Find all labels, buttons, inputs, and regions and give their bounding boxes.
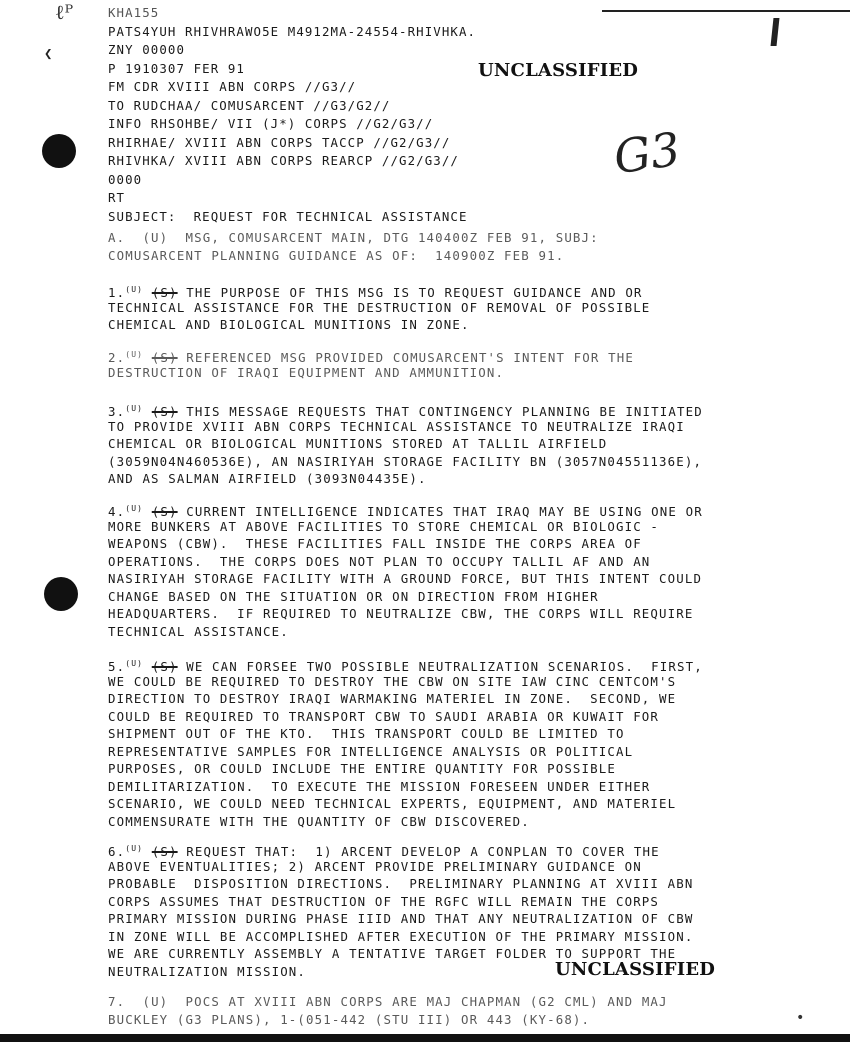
struck-classification: (S) (151, 350, 178, 366)
paragraph-line: ABOVE EVENTUALITIES; 2) ARCENT PROVIDE PRELIMINARY GUIDANCE ON (108, 858, 642, 874)
paragraph-line: AND AS SALMAN AIRFIELD (3093N04435E). (108, 471, 427, 486)
reference-line: COMUSARCENT PLANNING GUIDANCE AS OF: 140900Z FEB 91. (108, 247, 565, 263)
struck-classification: (S) (151, 285, 178, 301)
paragraph-7 (108, 993, 718, 1028)
paragraph-number: 4.$^{(U)}$ (108, 504, 144, 520)
paragraph-line: CORPS ASSUMES THAT DESTRUCTION OF THE RGFC WILL REMAIN THE CORPS (108, 893, 660, 909)
paragraph-line: NASIRIYAH STORAGE FACILITY WITH A GROUND FORCE, BUT THIS INTENT COULD (108, 571, 703, 586)
paragraph-number: 2.$^{(U)}$ (108, 350, 144, 366)
paragraph-line: TO PROVIDE XVIII ABN CORPS TECHNICAL ASSISTANCE TO NEUTRALIZE IRAQI (108, 418, 685, 434)
struck-classification: (S) (151, 659, 178, 675)
paragraph-line: WEAPONS (CBW). THESE FACILITIES FALL INSIDE THE CORPS AREA OF (108, 536, 642, 551)
paragraph-number: 1.$^{(U)}$ (108, 285, 144, 301)
paragraph-1 (108, 281, 718, 334)
bottom-edge (0, 1034, 850, 1042)
paragraph-line: IN ZONE WILL BE ACCOMPLISHED AFTER EXECUTION OF THE PRIMARY MISSION. (108, 928, 694, 944)
paragraph-line: SHIPMENT OUT OF THE KTO. THIS TRANSPORT COULD BE LIMITED TO (108, 726, 625, 741)
punch-hole-top (42, 134, 76, 168)
paragraph-line: OPERATIONS. THE CORPS DOES NOT PLAN TO OCCUPY TALLIL AF AND AN (108, 553, 651, 569)
stray-dot: • (796, 1010, 805, 1026)
paragraph-line: CHEMICAL OR BIOLOGICAL MUNITIONS STORED AT TALLIL AIRFIELD (108, 436, 608, 451)
paragraph-line: REQUEST THAT: 1) ARCENT DEVELOP A CONPLAN TO COVER THE (177, 844, 660, 860)
paragraph-line: WE COULD BE REQUIRED TO DESTROY THE CBW ON SITE IAW CINC CENTCOM'S (108, 673, 677, 689)
paragraph-6 (108, 840, 718, 980)
paragraph-line: WE ARE CURRENTLY ASSEMBLY A TENTATIVE TARGET FOLDER TO SUPPORT THE (108, 946, 677, 961)
classification-stamp-bottom: UNCLASSIFIED (555, 959, 716, 980)
paragraph-number: 5.$^{(U)}$ (108, 659, 144, 675)
paragraph-line: DIRECTION TO DESTROY IRAQI WARMAKING MATERIEL IN ZONE. SECOND, WE (108, 691, 677, 706)
header-line: RHIVHKA/ XVIII ABN CORPS REARCP //G2/G3// (108, 153, 459, 168)
paragraph-line: NEUTRALIZATION MISSION. (108, 963, 307, 979)
paragraph-5 (108, 655, 718, 830)
paragraph-line: HEADQUARTERS. IF REQUIRED TO NEUTRALIZE CBW, THE CORPS WILL REQUIRE (108, 606, 694, 621)
header-line: 0000 (108, 171, 143, 187)
subject-line: SUBJECT: REQUEST FOR TECHNICAL ASSISTANCE (108, 208, 468, 224)
paragraph-line: PROBABLE DISPOSITION DIRECTIONS. PRELIMINARY PLANNING AT XVIII ABN (108, 876, 694, 891)
paragraph-line: SCENARIO, WE COULD NEED TECHNICAL EXPERTS, EQUIPMENT, AND MATERIEL (108, 796, 677, 811)
paragraph-line: REPRESENTATIVE SAMPLES FOR INTELLIGENCE ANALYSIS OR POLITICAL (108, 743, 634, 759)
punch-hole-bottom (44, 577, 78, 611)
handwritten-scribble: ℓᴾ (55, 0, 74, 24)
classification-stamp-top: UNCLASSIFIED (478, 60, 639, 81)
paragraph-line: CHEMICAL AND BIOLOGICAL MUNITIONS IN ZONE. (108, 317, 470, 332)
struck-classification: (S) (151, 404, 178, 420)
paragraph-2 (108, 346, 718, 381)
struck-classification: (S) (151, 844, 178, 860)
paragraph-line: CURRENT INTELLIGENCE INDICATES THAT IRAQ MAY BE USING ONE OR (177, 504, 703, 520)
header-line: INFO RHSOHBE/ VII (J*) CORPS //G2/G3// (108, 116, 434, 131)
paragraph-line: TECHNICAL ASSISTANCE. (108, 623, 289, 639)
pen-mark (771, 18, 780, 46)
struck-classification: (S) (151, 504, 178, 520)
header-line: TO RUDCHAA/ COMUSARCENT //G3/G2// (108, 97, 391, 113)
paragraph-number: 6.$^{(U)}$ (108, 844, 144, 860)
paragraph-line: DEMILITARIZATION. TO EXECUTE THE MISSION FORESEEN UNDER EITHER (108, 778, 651, 794)
paragraph-line: WE CAN FORSEE TWO POSSIBLE NEUTRALIZATION SCENARIOS. FIRST, (177, 659, 703, 675)
paragraph-line: THE PURPOSE OF THIS MSG IS TO REQUEST GUIDANCE AND OR (177, 285, 643, 301)
paragraph-line: COMMENSURATE WITH THE QUANTITY OF CBW DISCOVERED. (108, 813, 530, 829)
header-line: RHIRHAE/ XVIII ABN CORPS TACCP //G2/G3// (108, 134, 451, 150)
header-line: RT (108, 190, 126, 205)
paragraph-line: (3059N04N460536E), AN NASIRIYAH STORAGE FACILITY BN (3057N04551136E), (108, 453, 703, 469)
paragraph-line: REFERENCED MSG PROVIDED COMUSARCENT'S INTENT FOR THE (177, 350, 634, 366)
header-line: PATS4YUH RHIVHRAWO5E M4912MA-24554-RHIVHKA. (108, 23, 477, 39)
reference-line: A. (U) MSG, COMUSARCENT MAIN, DTG 140400Z FEB 91, SUBJ: (108, 230, 599, 245)
paragraph-number: 3.$^{(U)}$ (108, 404, 144, 420)
paragraph-line: PURPOSES, OR COULD INCLUDE THE ENTIRE QUANTITY FOR POSSIBLE (108, 761, 616, 776)
paragraph-line: TECHNICAL ASSISTANCE FOR THE DESTRUCTION OF REMOVAL OF POSSIBLE (108, 299, 651, 315)
header-line: ZNY 00000 (108, 42, 186, 57)
paragraph-line: (U) POCS AT XVIII ABN CORPS ARE MAJ CHAPMAN (G2 CML) AND MAJ (125, 994, 668, 1009)
paragraph-3 (108, 400, 718, 488)
paragraph-line: CHANGE BASED ON THE SITUATION OR ON DIRECTION FROM HIGHER (108, 588, 599, 604)
handwritten-g3-note: G3 (610, 121, 684, 185)
paragraph-number: 7. (108, 994, 126, 1009)
reference-paragraph (108, 229, 718, 264)
paragraph-4 (108, 500, 718, 640)
paragraph-line: DESTRUCTION OF IRAQI EQUIPMENT AND AMMUNITION. (108, 364, 505, 380)
header-line: KHA155 (108, 5, 160, 20)
paragraph-line: PRIMARY MISSION DURING PHASE IIID AND THAT ANY NEUTRALIZATION OF CBW (108, 911, 694, 926)
header-line: FM CDR XVIII ABN CORPS //G3// (108, 79, 357, 94)
paragraph-line: BUCKLEY (G3 PLANS), 1-(051-442 (STU III) OR 443 (KY-68). (108, 1011, 591, 1027)
message-header (108, 4, 728, 226)
header-line: P 1910307 FER 91 (108, 60, 245, 76)
paragraph-line: COULD BE REQUIRED TO TRANSPORT CBW TO SAUDI ARABIA OR KUWAIT FOR (108, 708, 660, 724)
pen-mark-left: ❮ (44, 46, 53, 62)
paragraph-line: THIS MESSAGE REQUESTS THAT CONTINGENCY PLANNING BE INITIATED (177, 404, 703, 420)
paragraph-line: MORE BUNKERS AT ABOVE FACILITIES TO STORE CHEMICAL OR BIOLOGIC - (108, 518, 660, 534)
